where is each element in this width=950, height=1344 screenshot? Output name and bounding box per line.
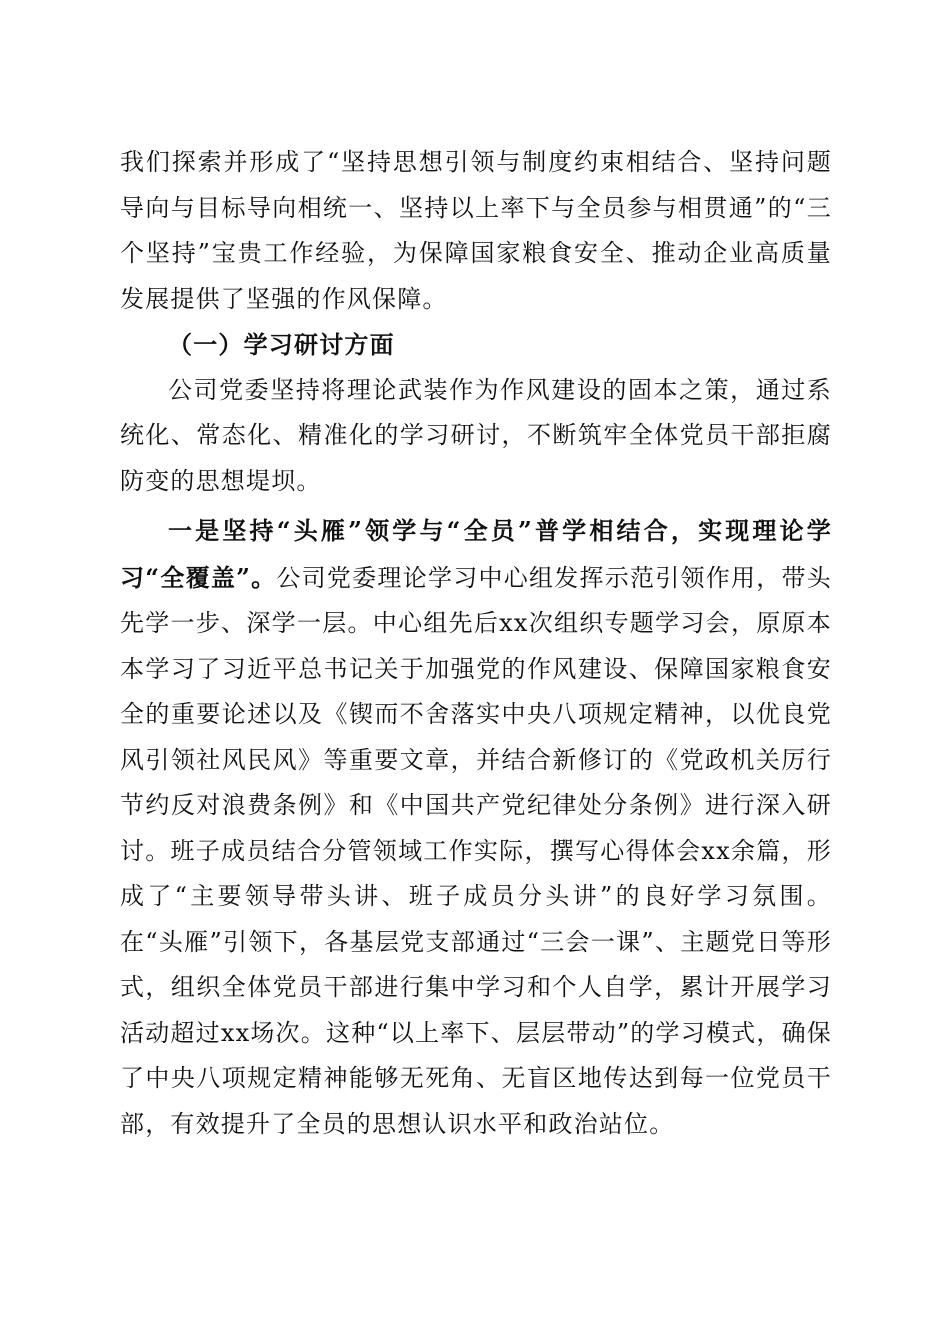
paragraph-intro-continuation: 我们探索并形成了“坚持思想引领与制度约束相结合、坚持问题导向与目标导向相统一、坚持以上率下与全员参与相贯通”的“三个坚持”宝贵工作经验，为保障国家粮食安全、推动企业高质量发展提供了坚强的作风保障。 xyxy=(120,148,832,313)
section-heading-study: （一）学习研讨方面 xyxy=(168,330,395,359)
paragraph-point-one-body: 公司党委理论学习中心组发挥示范引领作用，带头先学一步、深学一层。中心组先后xx次组织专题学习会，原原本本学习了习近平总书记关于加强党的作风建设、保障国家粮食安全的重要论述以及《锲而不舍落实中央八项规定精神，以优良党风引领社风民风》等重要文章，并结合新修订的《党政机关厉行节约反对浪费条例》和《中国共产党纪律处分条例》进行深入研讨。班子成员结合分管领域工作实际，撰写心得体会xx余篇，形成了“主要领导带头讲、班子成员分头讲”的良好学习氛围。在“头雁”引领下，各基层党支部通过“三会一课”、主题党日等形式，组织全体党员干部进行集中学习和个人自学，累计开展学习活动超过xx场次。这种“以上率下、层层带动”的学习模式，确保了中央八项规定精神能够无死角、无盲区地传达到每一位党员干部，有效提升了全员的思想认识水平和政治站位。 xyxy=(120,563,832,1138)
paragraph-point-one xyxy=(120,508,832,1147)
paragraph-point-one-lead: 一是坚持“头雁”领学与“全员”普学相结合，实现理论学习“全覆盖”。 xyxy=(120,516,832,592)
paragraph-study-overview: 公司党委坚持将理论武装作为作风建设的固本之策，通过系统化、常态化、精准化的学习研讨，不断筑牢全体党员干部拒腐防变的思想堤坝。 xyxy=(120,375,832,495)
document-body xyxy=(120,140,832,1147)
